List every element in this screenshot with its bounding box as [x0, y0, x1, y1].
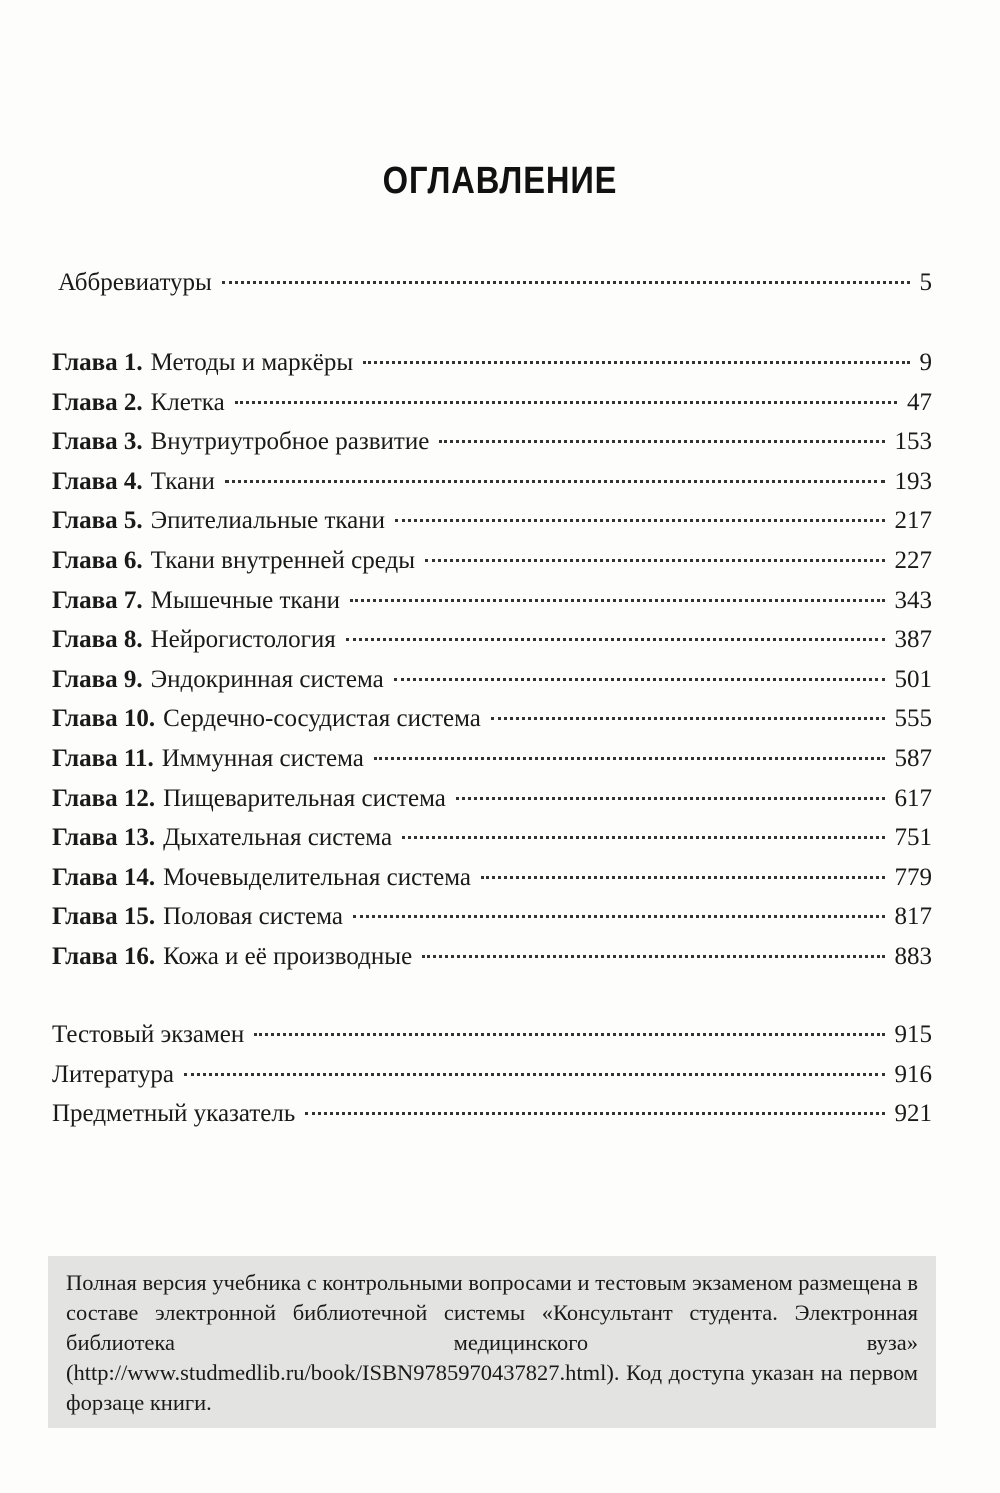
toc-entry[interactable] [52, 660, 932, 700]
toc-entry[interactable] [52, 541, 932, 581]
toc-entry-label: Тестовый экзамен [52, 1021, 245, 1048]
toc-entry-label: Ткани [150, 467, 215, 495]
toc-page-number: 5 [919, 269, 932, 296]
chapter-number: Глава 4. [52, 467, 143, 495]
chapter-number: Глава 12. [52, 784, 156, 812]
toc-page-number: 387 [894, 626, 932, 654]
toc-entry-label: Клетка [150, 388, 225, 416]
toc-entry[interactable] [52, 858, 932, 898]
leader-dots [491, 717, 885, 720]
toc-page-number: 751 [894, 824, 932, 852]
chapter-number: Глава 11. [52, 744, 154, 772]
chapter-number: Глава 7. [52, 586, 143, 614]
toc-front [58, 263, 932, 303]
toc-page-number: 227 [894, 546, 932, 574]
toc-chapters [52, 343, 932, 977]
toc-back [52, 1015, 932, 1134]
toc-page-number: 779 [894, 863, 932, 891]
toc-entry-label: Мышечные ткани [150, 586, 341, 614]
leader-dots [222, 281, 910, 284]
toc-entry-label: Аббревиатуры [58, 269, 212, 296]
toc-entry[interactable] [52, 620, 932, 660]
leader-dots [481, 876, 885, 879]
toc-entry[interactable] [52, 383, 932, 423]
chapter-number: Глава 10. [52, 705, 156, 733]
chapter-number: Глава 15. [52, 903, 156, 931]
leader-dots [422, 955, 884, 958]
leader-dots [254, 1033, 884, 1036]
leader-dots [402, 836, 884, 839]
toc-entry[interactable] [52, 501, 932, 541]
toc-page-number: 47 [907, 388, 932, 416]
toc-page-number: 915 [894, 1021, 932, 1048]
toc-entry[interactable] [52, 937, 932, 977]
leader-dots [305, 1112, 884, 1115]
toc-entry-label: Половая система [163, 903, 343, 931]
toc-entry-label: Литература [52, 1060, 174, 1088]
toc-entry[interactable] [52, 897, 932, 937]
toc-entry-label: Внутриутробное развитие [150, 428, 430, 456]
leader-dots [456, 797, 885, 800]
toc-entry-label: Иммунная система [161, 744, 364, 772]
toc-page-number: 587 [894, 744, 932, 772]
toc-entry[interactable] [52, 343, 932, 383]
toc-page-number: 343 [894, 586, 932, 614]
toc-entry[interactable] [52, 1055, 932, 1095]
toc-page-number: 193 [894, 467, 932, 495]
toc-entry-label: Кожа и её производные [163, 942, 413, 970]
leader-dots [184, 1073, 885, 1076]
leader-dots [439, 440, 884, 443]
chapter-number: Глава 1. [52, 349, 143, 376]
leader-dots [353, 915, 885, 918]
toc-entry-label: Дыхательная система [163, 824, 393, 852]
toc-page-number: 9 [919, 349, 932, 376]
leader-dots [374, 757, 885, 760]
toc-entry[interactable] [52, 779, 932, 819]
toc-page-number: 921 [894, 1100, 932, 1128]
leader-dots [363, 361, 909, 364]
toc-entry[interactable] [52, 818, 932, 858]
toc-entry-label: Мочевыделительная система [163, 863, 471, 891]
chapter-number: Глава 2. [52, 388, 143, 416]
leader-dots [395, 519, 884, 522]
toc-page-number: 153 [894, 428, 932, 456]
toc-entry[interactable] [52, 1015, 932, 1055]
toc-entry-label: Сердечно-сосудистая система [163, 705, 481, 733]
toc-page-number: 617 [894, 784, 932, 812]
toc-page-number: 555 [894, 705, 932, 733]
toc-entry[interactable] [52, 699, 932, 739]
chapter-number: Глава 5. [52, 507, 143, 535]
toc-entry-label: Пищеварительная система [163, 784, 446, 812]
page-title: ОГЛАВЛЕНИЕ [382, 160, 618, 202]
info-note: Полная версия учебника с контрольными вопросами и тестовым экзаменом размещена в составе электронной библиотечной системы «Консультант студента. Электронная библиотека медицинского вуза» (http://www.studmedlib.ru/book/ISBN9785970437827.html). Код доступа указан на первом форзаце книги. [48, 1256, 936, 1428]
toc-page-number: 217 [894, 507, 932, 535]
leader-dots [346, 638, 885, 641]
leader-dots [425, 559, 884, 562]
toc-page-number: 883 [894, 942, 932, 970]
leader-dots [350, 599, 884, 602]
chapter-number: Глава 16. [52, 942, 156, 970]
leader-dots [235, 401, 897, 404]
toc-page-number: 916 [894, 1060, 932, 1088]
chapter-number: Глава 9. [52, 665, 143, 693]
toc-entry-label: Ткани внутренней среды [150, 546, 416, 574]
chapter-number: Глава 8. [52, 626, 143, 654]
toc-entry[interactable] [52, 422, 932, 462]
toc-page-number: 501 [894, 665, 932, 693]
toc-entry-label: Методы и маркёры [150, 349, 354, 376]
leader-dots [394, 678, 885, 681]
chapter-number: Глава 13. [52, 824, 156, 852]
chapter-number: Глава 14. [52, 863, 156, 891]
toc-entry[interactable] [52, 581, 932, 621]
toc-entry[interactable] [52, 739, 932, 779]
chapter-number: Глава 6. [52, 546, 143, 574]
toc-entry-label: Нейрогистология [150, 626, 336, 654]
toc-entry-label: Эпителиальные ткани [150, 507, 386, 535]
toc-entry-label: Предметный указатель [52, 1100, 296, 1128]
toc-entry[interactable] [58, 263, 932, 303]
leader-dots [225, 480, 885, 483]
toc-entry[interactable] [52, 1094, 932, 1134]
chapter-number: Глава 3. [52, 428, 143, 456]
toc-entry[interactable] [52, 462, 932, 502]
toc-entry-label: Эндокринная система [150, 665, 384, 693]
toc-page-number: 817 [894, 903, 932, 931]
